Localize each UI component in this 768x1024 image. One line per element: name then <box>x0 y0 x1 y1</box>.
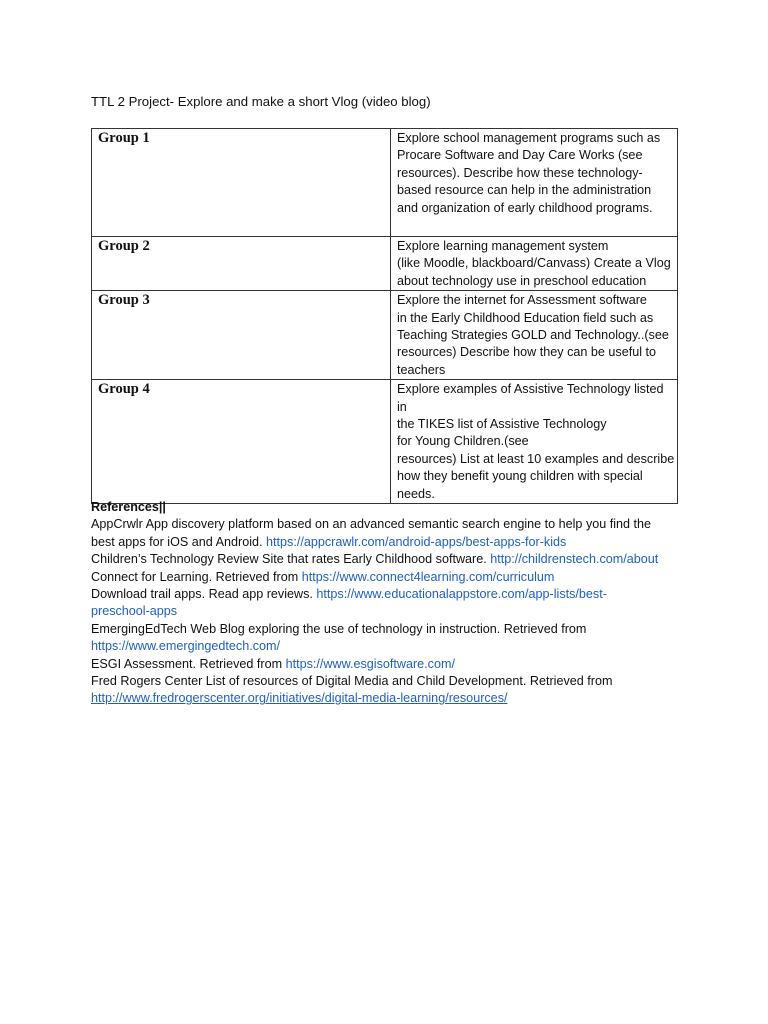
group-description: Explore the internet for Assessment software in the Early Childhood Education field such as Teaching Strategies GOLD and Technology..(see resources) Describe how they can be useful to teachers <box>397 293 669 377</box>
group-name-cell: Group 4 <box>92 380 391 504</box>
group-description-cell <box>391 237 678 291</box>
reference-link[interactable]: http://www.fredrogerscenter.org/initiatives/digital-media-learning/resources/ <box>91 691 508 706</box>
group-description-cell <box>391 129 678 237</box>
reference-item <box>91 569 691 586</box>
reference-link[interactable]: https://www.esgisoftware.com/ <box>285 656 455 671</box>
group-description-cell <box>391 380 678 504</box>
reference-text: Fred Rogers Center List of resources of Digital Media and Child Development. Retrieved from <box>91 674 613 689</box>
table-row <box>92 237 678 291</box>
references-section <box>91 499 691 708</box>
reference-text: ESGI Assessment. Retrieved from <box>91 656 286 671</box>
reference-text: Download trail apps. Read app reviews. <box>91 587 317 602</box>
group-name-cell: Group 3 <box>92 291 391 380</box>
reference-text: AppCrwlr App discovery platform based on an advanced semantic search engine to help you find the best apps for iOS and Android. <box>91 517 652 549</box>
group-description: Explore learning management system (like Moodle, blackboard/Canvass) Create a Vlog about technology use in preschool education <box>397 239 671 288</box>
reference-item <box>91 516 691 551</box>
references-heading: References|| <box>91 500 166 514</box>
reference-item <box>91 673 691 708</box>
group-name-cell: Group 1 <box>92 129 391 237</box>
groups-table <box>91 128 678 504</box>
reference-link[interactable]: http://childrenstech.com/about <box>490 552 659 567</box>
reference-item <box>91 656 691 673</box>
group-description: Explore examples of Assistive Technology listed in the TIKES list of Assistive Technology for Young Children.(see resources) List at least 10 examples and describe how they benefit young children with special needs. <box>397 382 675 501</box>
document-title: TTL 2 Project- Explore and make a short Vlog (video blog) <box>91 94 431 109</box>
reference-link[interactable]: https://www.connect4learning.com/curriculum <box>301 569 555 584</box>
reference-text: EmergingEdTech Web Blog exploring the use of technology in instruction. Retrieved from <box>91 621 587 636</box>
reference-link[interactable]: https://www.emergingedtech.com/ <box>91 639 280 654</box>
table-row <box>92 129 678 237</box>
table-row <box>92 291 678 380</box>
reference-item <box>91 551 691 568</box>
reference-text: Connect for Learning. Retrieved from <box>91 569 302 584</box>
group-name-cell: Group 2 <box>92 237 391 291</box>
reference-link[interactable]: https://appcrawlr.com/android-apps/best-apps-for-kids <box>266 534 567 549</box>
reference-text: Children’s Technology Review Site that rates Early Childhood software. <box>91 552 491 567</box>
reference-link[interactable]: https://www.educationalappstore.com/app-lists/best- preschool-apps <box>91 587 607 619</box>
group-description-cell <box>391 291 678 380</box>
reference-item <box>91 586 691 621</box>
table-row <box>92 380 678 504</box>
group-description: Explore school management programs such as Procare Software and Day Care Works (see resources). Describe how these technology- based resource can help in the administration and organization of early childhood programs. <box>397 131 661 215</box>
reference-item <box>91 621 691 656</box>
